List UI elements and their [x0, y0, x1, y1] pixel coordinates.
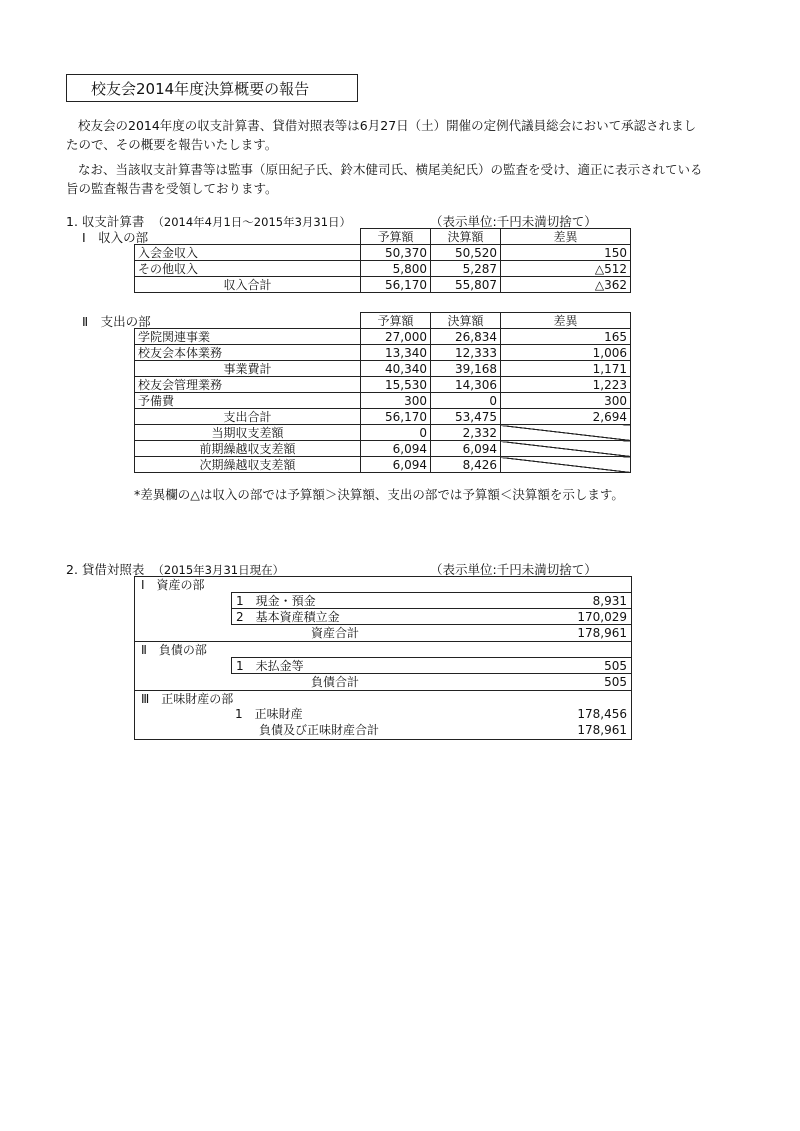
diff-crossed-out [501, 441, 631, 457]
row-item: 学院関連事業 [135, 329, 361, 345]
row-actual: 14,306 [431, 377, 501, 393]
row-item: 校友会管理業務 [135, 377, 361, 393]
row-value: 8,931 [592, 594, 627, 608]
row-item: 負債合計 [311, 675, 360, 689]
row-diff: 1,006 [501, 345, 631, 361]
row-diff: 300 [501, 393, 631, 409]
row-actual: 53,475 [431, 409, 501, 425]
row-budget: 56,170 [361, 409, 431, 425]
row-item: 負債及び正味財産合計 [259, 723, 380, 737]
row-actual: 55,807 [431, 277, 501, 293]
row-item: 1 現金・預金 [236, 594, 316, 608]
net-assets-total-row [135, 723, 631, 739]
income-header-row [135, 229, 631, 245]
row-item: 次期繰越収支差額 [135, 457, 361, 473]
col-header-diff: 差異 [501, 229, 631, 245]
row-actual: 0 [431, 393, 501, 409]
balance-sheet-title: 2. 貸借対照表 [66, 562, 145, 577]
row-actual: 2,332 [431, 425, 501, 441]
row-item: 予備費 [135, 393, 361, 409]
row-item: 収入合計 [135, 277, 361, 293]
row-value: 170,029 [577, 610, 627, 624]
row-actual: 50,520 [431, 245, 501, 261]
income-statement-period: （2014年4月1日～2015年3月31日） [152, 215, 352, 229]
row-item: 事業費計 [135, 361, 361, 377]
difference-note: *差異欄の△は収入の部では予算額＞決算額、支出の部では予算額＜決算額を示します。 [134, 487, 624, 502]
row-actual: 12,333 [431, 345, 501, 361]
assets-total-row [135, 625, 631, 641]
col-header-budget: 予算額 [361, 229, 431, 245]
row-item: 入会金収入 [135, 245, 361, 261]
liabilities-total-row [135, 674, 631, 690]
row-value: 178,456 [577, 707, 627, 721]
table-row [135, 609, 631, 625]
col-header-actual: 決算額 [431, 229, 501, 245]
table-row [135, 261, 631, 277]
row-budget: 5,800 [361, 261, 431, 277]
balance-row [135, 457, 631, 473]
row-budget: 6,094 [361, 457, 431, 473]
row-actual: 8,426 [431, 457, 501, 473]
balance-row [135, 425, 631, 441]
page-title: 校友会2014年度決算概要の報告 [66, 74, 358, 102]
row-diff: 1,171 [501, 361, 631, 377]
balance-sheet-unit: （表示単位:千円未満切捨て） [430, 562, 597, 577]
assets-section-label: Ⅰ 資産の部 [141, 578, 205, 592]
expense-header-row [135, 313, 631, 329]
balance-sheet-table [134, 576, 632, 740]
balance-sheet-date: （2015年3月31日現在） [152, 563, 285, 577]
row-item: 前期繰越収支差額 [135, 441, 361, 457]
row-item: 1 未払金等 [236, 659, 304, 673]
col-header-diff: 差異 [501, 313, 631, 329]
liabilities-section-label: Ⅱ 負債の部 [141, 643, 207, 657]
row-budget: 300 [361, 393, 431, 409]
col-header-budget: 予算額 [361, 313, 431, 329]
expense-total-row [135, 409, 631, 425]
income-section-label: Ⅰ 収入の部 [82, 230, 149, 245]
intro-paragraph-1: 校友会の2014年度の収支計算書、貸借対照表等は6月27日（土）開催の定例代議員総会において承認されましたので、その概要を報告いたします。 [66, 118, 697, 152]
net-assets-section-row [135, 690, 631, 707]
row-actual: 39,168 [431, 361, 501, 377]
income-total-row [135, 277, 631, 293]
row-budget: 27,000 [361, 329, 431, 345]
balance-row [135, 441, 631, 457]
expense-table [134, 312, 631, 473]
diff-crossed-out [501, 457, 631, 473]
row-budget: 50,370 [361, 245, 431, 261]
table-row [135, 593, 631, 609]
table-row [135, 245, 631, 261]
row-actual: 5,287 [431, 261, 501, 277]
row-diff: 150 [501, 245, 631, 261]
table-row [135, 707, 631, 723]
row-budget: 40,340 [361, 361, 431, 377]
row-value: 505 [604, 675, 627, 689]
table-row [135, 329, 631, 345]
row-diff: 1,223 [501, 377, 631, 393]
row-diff: △512 [501, 261, 631, 277]
diff-crossed-out [501, 425, 631, 441]
row-diff: 165 [501, 329, 631, 345]
row-value: 178,961 [577, 723, 627, 737]
row-value: 178,961 [577, 626, 627, 640]
row-value: 505 [604, 659, 627, 673]
income-statement-unit: （表示単位:千円未満切捨て） [430, 214, 597, 229]
row-item: 資産合計 [311, 626, 360, 640]
row-budget: 13,340 [361, 345, 431, 361]
row-actual: 6,094 [431, 441, 501, 457]
row-diff: 2,694 [501, 409, 631, 425]
row-diff: △362 [501, 277, 631, 293]
assets-section-row [135, 577, 631, 593]
table-row [135, 345, 631, 361]
row-budget: 0 [361, 425, 431, 441]
row-item: 支出合計 [135, 409, 361, 425]
row-item: その他収入 [135, 261, 361, 277]
row-item: 校友会本体業務 [135, 345, 361, 361]
intro-paragraph-2: なお、当該収支計算書等は監事（原田紀子氏、鈴木健司氏、横尾美紀氏）の監査を受け、適正に表示されている旨の監査報告書を受領しております。 [66, 162, 703, 196]
table-row [135, 393, 631, 409]
table-row [135, 658, 631, 674]
row-item: 1 正味財産 [235, 707, 303, 721]
row-item: 当期収支差額 [135, 425, 361, 441]
table-row [135, 377, 631, 393]
expense-section-label: Ⅱ 支出の部 [82, 314, 151, 329]
net-assets-section-label: Ⅲ 正味財産の部 [141, 692, 234, 706]
row-budget: 56,170 [361, 277, 431, 293]
income-table [134, 228, 631, 293]
col-header-actual: 決算額 [431, 313, 501, 329]
liabilities-section-row [135, 641, 631, 658]
expense-subtotal-row [135, 361, 631, 377]
row-item: 2 基本資産積立金 [236, 610, 340, 624]
row-actual: 26,834 [431, 329, 501, 345]
row-budget: 15,530 [361, 377, 431, 393]
income-statement-title: 1. 収支計算書 [66, 214, 145, 229]
row-budget: 6,094 [361, 441, 431, 457]
